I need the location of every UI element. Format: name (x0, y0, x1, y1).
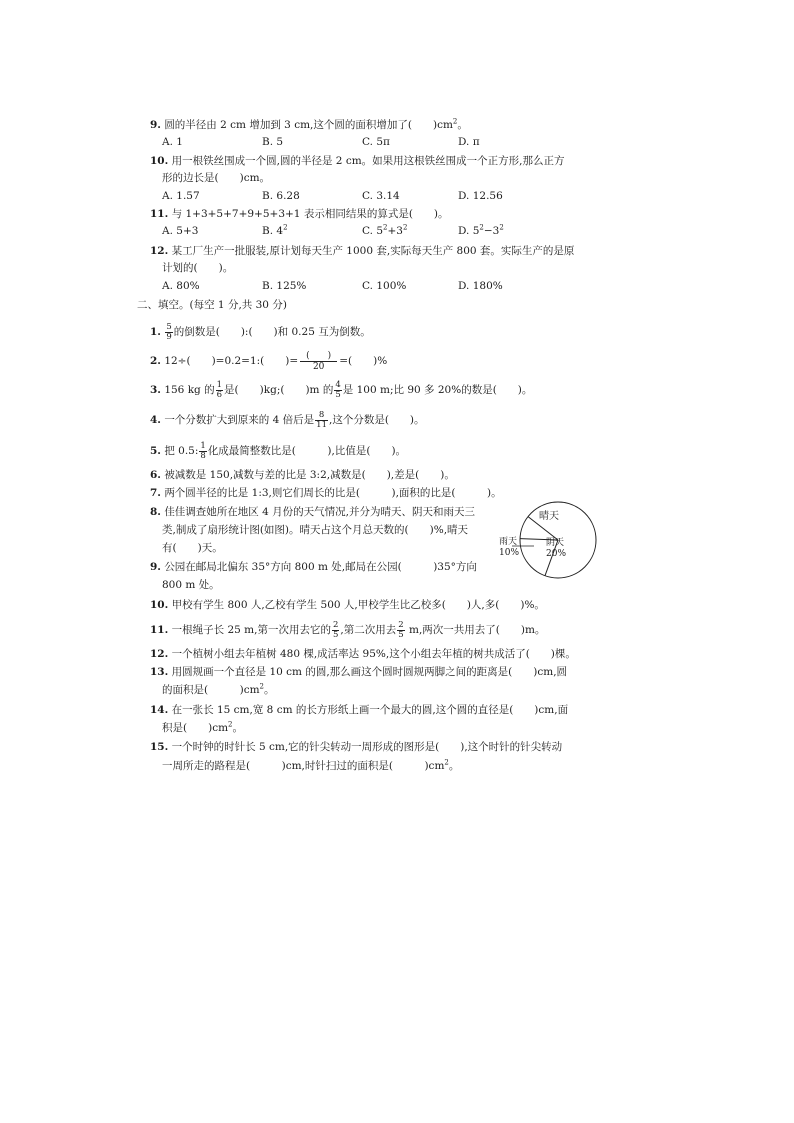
question-text-b: =( )% (339, 355, 388, 367)
question-number: 15. (150, 741, 169, 753)
question-number: 5. (150, 445, 161, 457)
fraction-denominator: 20 (312, 361, 325, 372)
fraction-denominator: 5 (398, 629, 404, 640)
fraction-numerator: 4 (335, 379, 341, 390)
fraction (165, 323, 172, 342)
option-c[interactable]: C. 3.14 (362, 190, 400, 202)
pie-label-rainy: 雨天 (499, 537, 518, 547)
fill-question-7 (150, 487, 502, 500)
question-text-a: 一根绳子长 25 m,第一次用去它的 (171, 624, 331, 636)
fraction (334, 381, 341, 400)
option-d[interactable]: D. 180% (458, 280, 503, 292)
question-12-options (162, 280, 632, 293)
question-text: 一个时钟的时针长 5 cm,它的针尖转动一周形成的图形是( ),这个时针的针尖转动 (171, 741, 563, 753)
superscript: 2 (228, 720, 233, 729)
fraction-denominator: 8 (200, 450, 206, 461)
fill-question-9 (150, 561, 477, 574)
question-11 (150, 208, 449, 221)
blank-fraction (300, 351, 337, 372)
option-c[interactable]: C. 5π (362, 136, 390, 148)
question-9 (150, 119, 468, 132)
fill-question-10 (150, 599, 545, 612)
fraction-numerator: 2 (398, 619, 404, 630)
superscript: 2 (444, 758, 449, 767)
question-number: 7. (150, 487, 161, 499)
superscript: 2 (259, 682, 264, 691)
fill-question-6 (150, 469, 455, 482)
question-text: 一个植树小组去年植树 480 棵,成活率达 95%,这个小组去年植的树共成活了( )棵。 (171, 648, 576, 660)
question-text-a: 12÷( )=0.2=1:( )= (164, 355, 299, 367)
question-text: 某工厂生产一批服装,原计划每天生产 1000 套,实际每天生产 800 套。实际生产的是原 (171, 245, 575, 257)
question-10 (150, 155, 565, 168)
fraction-denominator: 5 (335, 389, 341, 400)
question-text: 积是( )cm (162, 722, 229, 734)
fraction-denominator: 5 (332, 629, 339, 640)
question-number: 10. (150, 155, 169, 167)
option-a[interactable]: A. 80% (162, 280, 200, 292)
fraction-denominator: 11 (316, 419, 327, 430)
fill-question-8-line3: 有( )天。 (162, 542, 223, 554)
fill-question-4 (150, 410, 425, 430)
fill-question-14-line2 (162, 722, 243, 735)
question-text: 一周所走的路程是( )cm,时针扫过的面积是( )cm (162, 760, 445, 772)
question-text: 用一根铁丝围成一个圆,圆的半径是 2 cm。如果用这根铁丝围成一个正方形,那么正方 (171, 155, 565, 167)
superscript: 2 (402, 223, 408, 232)
question-text: 用圆规画一个直径是 10 cm 的圆,那么画这个圆时圆规两脚之间的距离是( )cm,圆 (171, 666, 568, 678)
option-c-text: C. 5 (362, 225, 384, 237)
question-number: 6. (150, 469, 161, 481)
option-b[interactable] (262, 225, 288, 238)
fill-question-2 (150, 350, 387, 372)
fraction-denominator: 6 (216, 389, 223, 400)
question-text-b: ,第二次用去 (340, 624, 397, 636)
question-text-c: m,两次一共用去了( )m。 (405, 624, 546, 636)
question-9-options (162, 136, 632, 149)
option-d-text: D. 5 (458, 225, 480, 237)
question-12-line2: 计划的( )。 (162, 262, 234, 274)
question-text-a: 把 0.5: (164, 445, 199, 457)
question-10-line2: 形的边长是( )cm。 (162, 172, 271, 184)
option-b-text: B. 4 (262, 225, 284, 237)
fill-question-15 (150, 741, 562, 754)
fraction-numerator: 8 (315, 411, 328, 421)
question-number: 3. (150, 384, 161, 396)
question-number: 13. (150, 666, 169, 678)
question-end: 。 (448, 760, 460, 772)
question-number: 12. (150, 648, 169, 660)
fraction (315, 411, 328, 430)
question-text: 在一张长 15 cm,宽 8 cm 的长方形纸上画一个最大的圆,这个圆的直径是( )cm,面 (171, 704, 569, 716)
fill-question-1 (150, 322, 371, 342)
fraction-numerator: 1 (216, 379, 223, 390)
superscript: 2 (383, 223, 388, 232)
pie-value-rainy: 10% (499, 548, 520, 558)
option-c[interactable] (362, 225, 407, 238)
question-number: 10. (150, 599, 169, 611)
fraction (216, 381, 223, 400)
option-d-mid: −3 (483, 225, 500, 237)
fill-question-14 (150, 704, 568, 717)
question-text: 被减数是 150,减数与差的比是 3:2,减数是( ),差是( )。 (164, 469, 455, 481)
option-a[interactable]: A. 5+3 (162, 225, 199, 237)
question-text: 圆的半径由 2 cm 增加到 3 cm,这个圆的面积增加了( )cm (164, 119, 453, 131)
fraction (199, 442, 206, 461)
fraction (397, 621, 404, 640)
question-text-b: 化成最简整数比是( ),比值是( )。 (207, 445, 407, 457)
fraction-numerator: 1 (200, 440, 206, 451)
question-end: 。 (232, 722, 243, 734)
question-text: 佳佳调查她所在地区 4 月份的天气情况,并分为晴天、阴天和雨天三 (164, 506, 476, 518)
question-text-c: 是 100 m;比 90 多 20%的数是( )。 (342, 384, 533, 396)
fill-question-8-line2: 类,制成了扇形统计图(如图)。晴天占这个月总天数的( )%,晴天 (162, 524, 469, 536)
question-text: 的倒数是( ):( )和 0.25 互为倒数。 (173, 326, 371, 338)
question-text: 的面积是( )cm (162, 684, 260, 696)
fill-question-13 (150, 666, 567, 679)
fill-question-15-line2 (162, 760, 459, 773)
fraction-numerator: ( ) (300, 351, 337, 362)
superscript: 2 (452, 117, 458, 126)
pie-value-cloudy: 20% (546, 549, 567, 559)
pie-leader-line (512, 543, 534, 549)
fraction (332, 621, 339, 640)
question-number: 11. (150, 208, 169, 220)
superscript: 2 (479, 223, 484, 232)
fill-question-9-line2: 800 m 处。 (162, 579, 220, 591)
fill-question-5 (150, 441, 406, 461)
option-b[interactable]: B. 125% (262, 280, 307, 292)
option-b[interactable]: B. 5 (262, 136, 284, 148)
question-text-a: 156 kg 的 (164, 384, 215, 396)
superscript: 2 (283, 223, 288, 232)
question-number: 9. (150, 119, 161, 131)
question-text-a: 一个分数扩大到原来的 4 倍后是 (164, 414, 315, 426)
question-number: 9. (150, 561, 161, 573)
question-end: 。 (457, 119, 468, 131)
question-number: 1. (150, 326, 161, 338)
option-d[interactable]: D. 12.56 (458, 190, 503, 202)
question-12 (150, 245, 574, 258)
option-b[interactable]: B. 6.28 (262, 190, 300, 202)
question-number: 2. (150, 355, 161, 367)
option-c[interactable]: C. 100% (362, 280, 407, 292)
question-number: 12. (150, 245, 169, 257)
option-d[interactable]: D. π (458, 136, 480, 148)
fill-question-12 (150, 648, 576, 661)
question-10-options (162, 190, 632, 203)
question-text-b: 是( )kg;( )m 的 (224, 384, 334, 396)
question-number: 8. (150, 506, 161, 518)
question-text-b: ,这个分数是( )。 (329, 414, 425, 426)
option-a[interactable]: A. 1 (162, 136, 183, 148)
question-number: 11. (150, 624, 169, 636)
option-a[interactable]: A. 1.57 (162, 190, 200, 202)
question-number: 4. (150, 414, 161, 426)
question-text: 两个圆半径的比是 1:3,则它们周长的比是( ),面积的比是( )。 (164, 487, 502, 499)
fill-question-13-line2 (162, 684, 275, 697)
option-d[interactable] (458, 225, 504, 238)
fill-question-8 (150, 506, 475, 519)
fill-question-11 (150, 620, 545, 640)
superscript: 2 (499, 223, 504, 232)
question-number: 14. (150, 704, 169, 716)
question-text: 与 1+3+5+7+9+5+3+1 表示相同结果的算式是( )。 (171, 208, 449, 220)
fill-question-3 (150, 380, 532, 400)
fraction-numerator: 2 (332, 619, 339, 630)
question-text: 甲校有学生 800 人,乙校有学生 500 人,甲校学生比乙校多( )人,多( )%。 (171, 599, 545, 611)
pie-label-sunny: 晴天 (539, 511, 559, 522)
fraction-numerator: 5 (166, 321, 172, 332)
pie-label-cloudy: 阴天 (546, 538, 565, 548)
fraction-denominator: 9 (166, 331, 172, 342)
question-end: 。 (264, 684, 275, 696)
option-c-mid: +3 (387, 225, 403, 237)
question-text: 公园在邮局北偏东 35°方向 800 m 处,邮局在公园( )35°方向 (164, 561, 477, 573)
section-heading: 二、填空。(每空 1 分,共 30 分) (137, 299, 287, 311)
question-11-options (162, 225, 632, 238)
